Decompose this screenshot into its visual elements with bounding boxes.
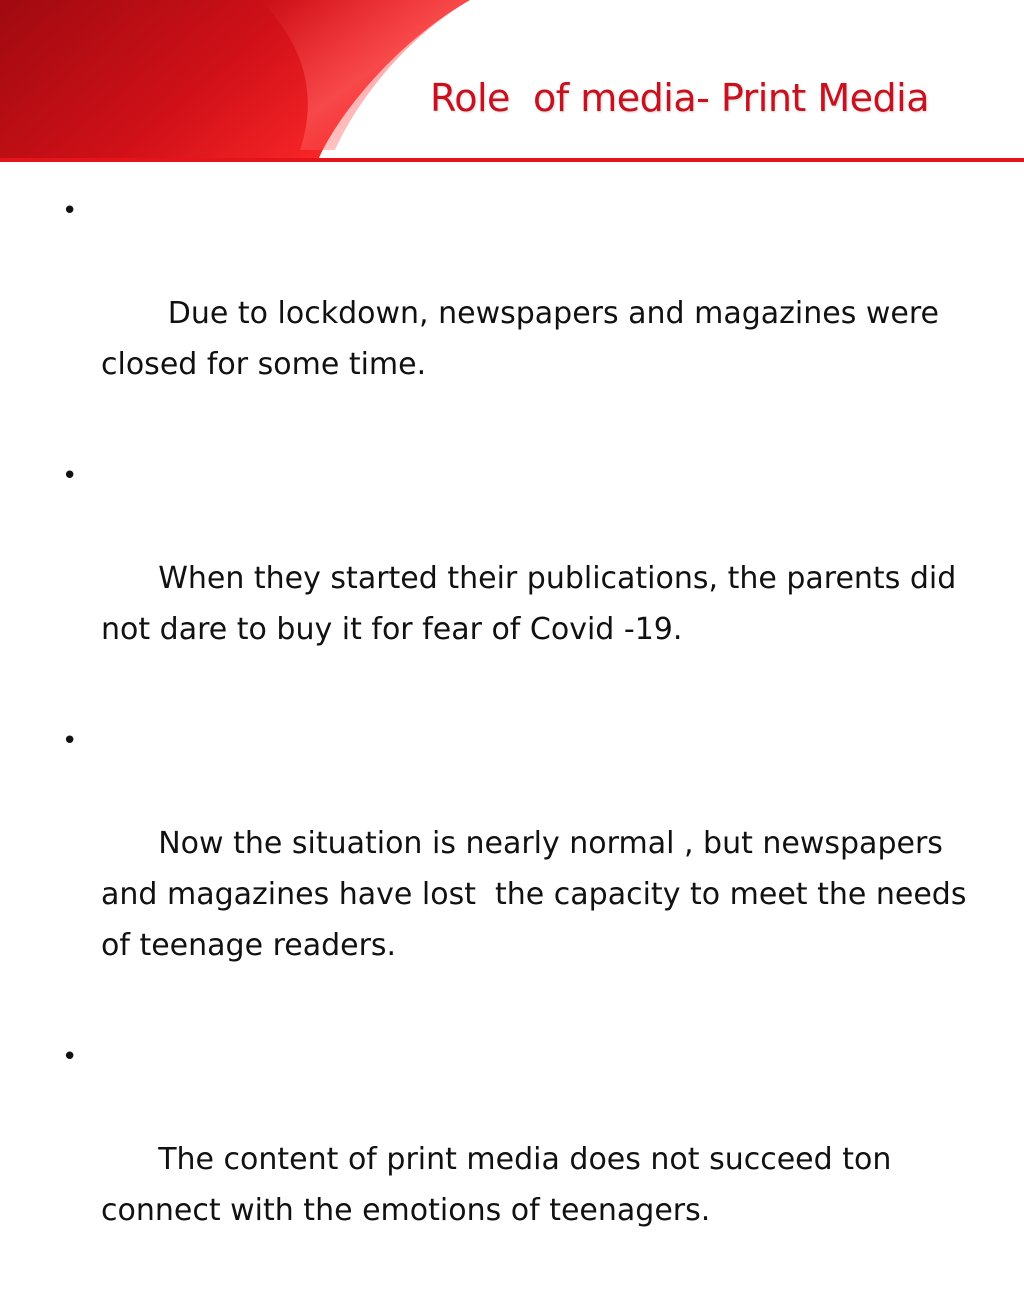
list-item-text: When they started their publications, the parents did not dare to buy it for fear of Covid -19. <box>101 561 966 647</box>
list-item <box>56 1032 986 1287</box>
list-item <box>56 451 986 706</box>
bullet-dot-icon: • <box>62 1042 78 1072</box>
list-item-text: Now the situation is nearly normal , but newspapers and magazines have lost the capacity to meet the needs of teenage readers. <box>101 826 976 963</box>
bullet-dot-icon: • <box>62 461 78 491</box>
bullet-dot-icon: • <box>62 726 78 756</box>
list-item-text: Due to lockdown, newspapers and magazines were closed for some time. <box>101 296 949 382</box>
bullet-dot-icon: • <box>62 196 78 226</box>
list-item-text: The content of print media does not succeed ton connect with the emotions of teenagers. <box>101 1142 901 1228</box>
bullet-list <box>56 186 986 1297</box>
header-divider-line <box>0 158 1024 162</box>
list-item <box>56 186 986 441</box>
list-item <box>56 716 986 1022</box>
slide-title: Role of media- Print Media <box>430 76 930 120</box>
